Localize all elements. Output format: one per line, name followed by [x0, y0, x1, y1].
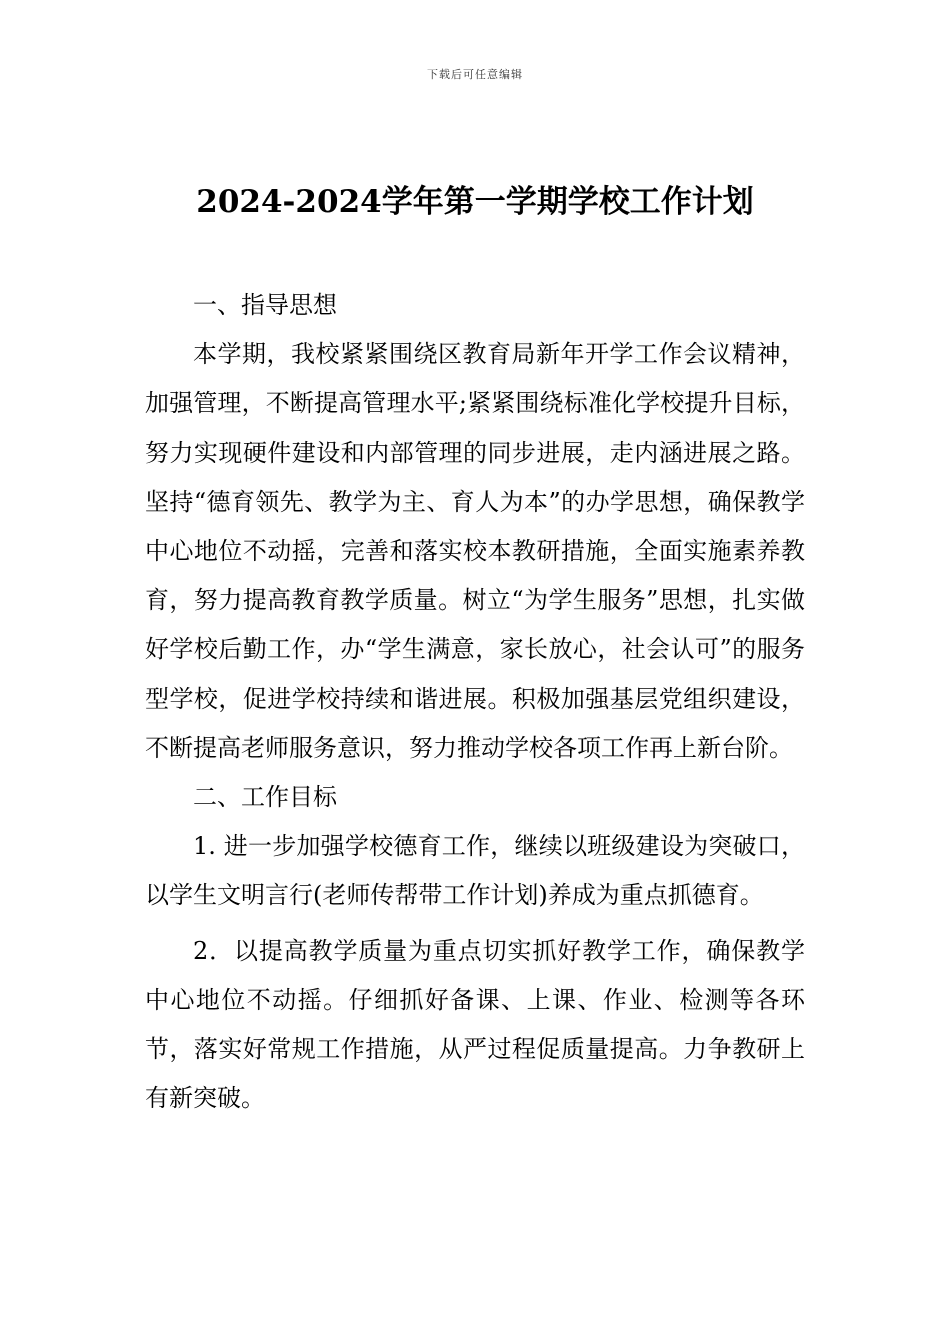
paragraph-goal-1: 1. 进一步加强学校德育工作，继续以班级建设为突破口，以学生文明言行(老师传帮带工作计划)养成为重点抓德育。 — [145, 832, 805, 910]
section-heading-work-goals: 二、工作目标 — [193, 783, 337, 812]
paragraph-guiding-ideology: 本学期，我校紧紧围绕区教育局新年开学工作会议精神，加强管理，不断提高管理水平;紧紧围绕标准化学校提升目标，努力实现硬件建设和内部管理的同步进展，走内涵进展之路。坚持“德育领先、教学为主、育人为本”的办学思想，确保教学中心地位不动摇，完善和落实校本教研措施，全面实施素养教育，努力提高教育教学质量。树立“为学生服务”思想，扎实做好学校后勤工作，办“学生满意，家长放心，社会认可”的服务型学校，促进学校持续和谐进展。积极加强基层党组织建设，不断提高老师服务意识，努力推动学校各项工作再上新台阶。 — [145, 340, 805, 762]
header-note: 下载后可任意编辑 — [427, 68, 523, 81]
paragraph-goal-2: 2．以提高教学质量为重点切实抓好教学工作，确保教学中心地位不动摇。仔细抓好备课、上课、作业、检测等各环节，落实好常规工作措施，从严过程促质量提高。力争教研上有新突破。 — [145, 936, 805, 1113]
document-body — [145, 281, 805, 1123]
section-heading-guiding-ideology: 一、指导思想 — [193, 291, 337, 319]
document-title: 2024-2024学年第一学期学校工作计划 — [196, 184, 754, 220]
